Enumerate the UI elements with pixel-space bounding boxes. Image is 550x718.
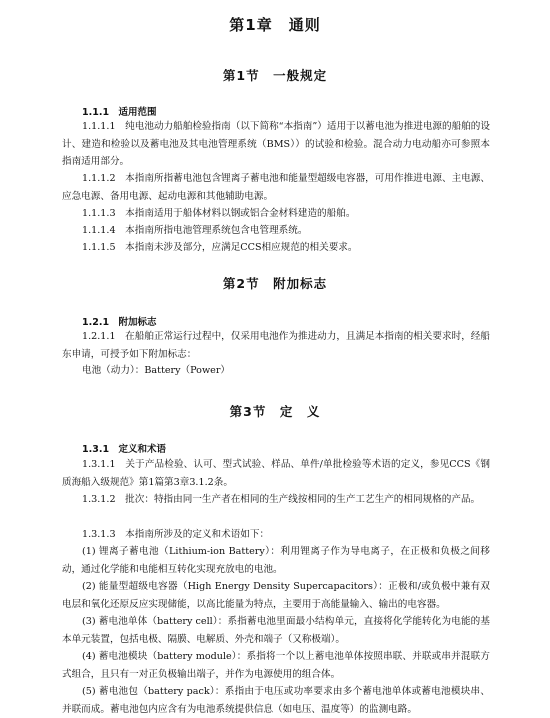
section-title-1: 第1节 一般规定	[222, 68, 328, 83]
paragraph-1-3-1-1: 1.3.1.1 关于产品检验、认可、型式试验、样品、单件/单批检验等术语的定义，参见CCS《钢质海船入级规范》第1篇第3章3.1.2条。	[62, 459, 490, 488]
paragraph-1-1-1-4: 1.1.1.4 本指南所指电池管理系统包含电管理系统。	[82, 225, 308, 236]
paragraph-1-3-1-2: 1.3.1.2 批次：特指由同一生产者在相同的生产线按相同的生产工艺生产的相同规格的产品。	[82, 494, 481, 505]
paragraph-1-3-1-3: 1.3.1.3 本指南所涉及的定义和术语如下：	[82, 529, 270, 540]
definition-item-5: (5) 蓄电池包（battery pack）：系指由于电压或功率要求由多个蓄电池单体或蓄电池模块串、并联而成。蓄电池包内应含有为电池系统提供信息（如电压、温度等）的监测电路。	[62, 686, 490, 715]
paragraph-1-1-1-1: 1.1.1.1 纯电池动力船舶检验指南（以下简称“本指南”）适用于以蓄电池为推进电源的船舶的设计、建造和检验以及蓄电池及其电池管理系统（BMS））的试验和检验。混合动力电动船亦可参照本指南适用部分。	[62, 121, 490, 168]
paragraph-1-1-1-3: 1.1.1.3 本指南适用于船体材料以钢或铝合金材料建造的船舶。	[82, 208, 356, 219]
subsection-heading-1-3-1: 1.3.1 定义和术语	[82, 444, 167, 455]
paragraph-1-2-1-1: 1.2.1.1 在船舶正常运行过程中，仅采用电池作为推进动力，且满足本指南的相关要求时，经船东申请，可授予如下附加标志：	[62, 331, 490, 360]
chapter-title: 第1章 通则	[229, 16, 321, 34]
definition-item-2: (2) 能量型超级电容器（High Energy Density Supercapacitors）：正极和/或负极中兼有双电层和氧化还原反应实现储能，以高比能量为特点，主要用于高能量输入、输出的电容器。	[62, 581, 490, 610]
paragraph-1-1-1-2: 1.1.1.2 本指南所指蓄电池包含锂离子蓄电池和能量型超级电容器，可用作推进电源、主电源、应急电源、备用电源、起动电源和其他辅助电源。	[62, 173, 490, 202]
additional-notation: 电池（动力）：Battery（Power）	[82, 365, 231, 376]
section-title-3: 第3节 定 义	[229, 404, 321, 419]
definition-item-1: (1) 锂离子蓄电池（Lithium-ion Battery）：利用锂离子作为导电离子，在正极和负极之间移动，通过化学能和电能相互转化实现充放电的电池。	[62, 546, 490, 575]
subsection-heading-1-1-1: 1.1.1 适用范围	[82, 107, 157, 118]
definition-item-4: (4) 蓄电池模块（battery module）：系指将一个以上蓄电池单体按照串联、并联或串并混联方式组合，且只有一对正负极输出端子，并作为电源使用的组合体。	[62, 651, 490, 680]
section-title-2: 第2节 附加标志	[222, 276, 328, 291]
subsection-heading-1-2-1: 1.2.1 附加标志	[82, 317, 157, 328]
paragraph-1-1-1-5: 1.1.1.5 本指南未涉及部分，应满足CCS相应规范的相关要求。	[82, 242, 358, 253]
definition-item-3: (3) 蓄电池单体（battery cell）：系指蓄电池里面最小结构单元，直接将化学能转化为电能的基本单元装置，包括电极、隔膜、电解质、外壳和端子（又称极端）。	[62, 616, 490, 645]
